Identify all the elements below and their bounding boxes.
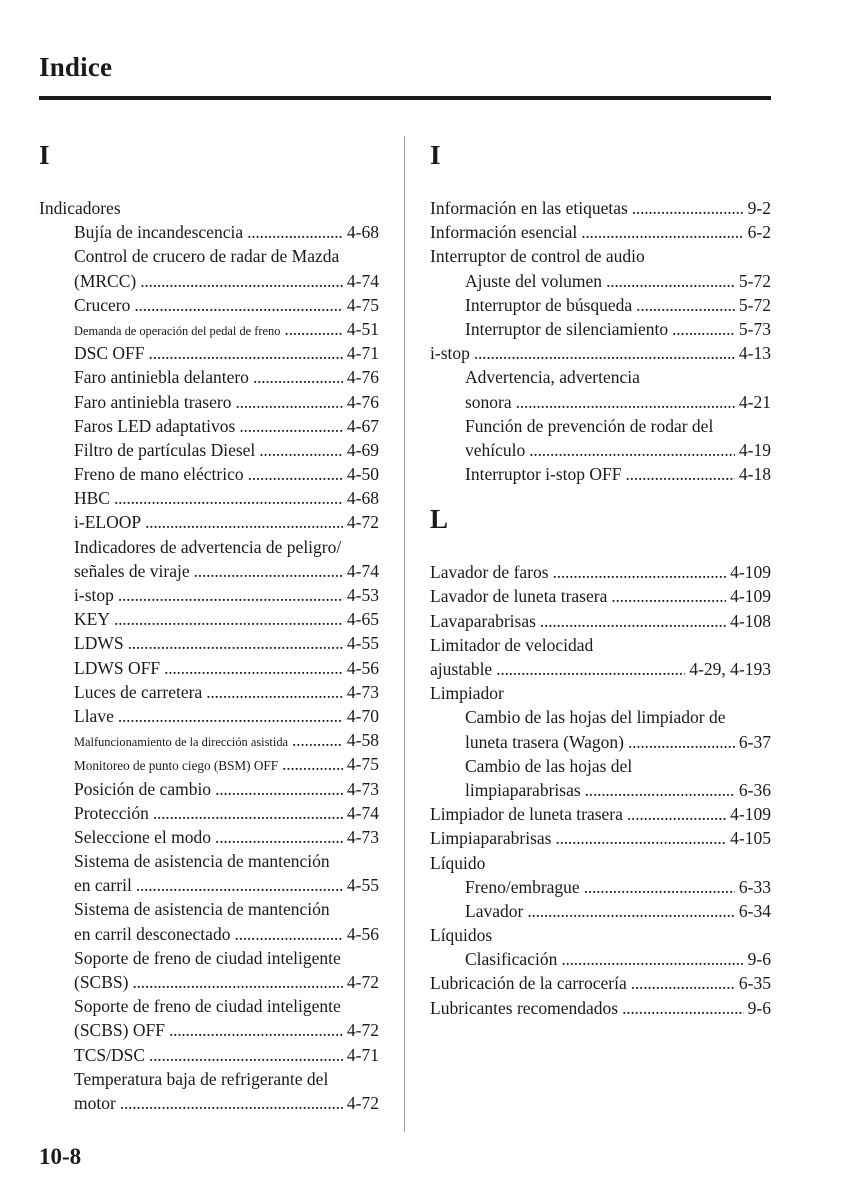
index-subentry <box>430 705 771 729</box>
index-entry <box>430 923 771 947</box>
entry-label: Faros LED adaptativos <box>74 415 236 436</box>
entry-label: Freno/embrague <box>465 876 580 897</box>
dot-leader <box>132 970 342 994</box>
index-subentry <box>39 728 379 752</box>
entry-page-ref: 4-73 <box>346 826 379 847</box>
index-subentry <box>430 778 771 802</box>
entry-label: Malfuncionamiento de la dirección asistida <box>74 735 289 750</box>
index-subentry <box>39 269 379 293</box>
dot-leader <box>145 510 343 534</box>
index-subentry <box>39 849 379 873</box>
entry-page-ref: 4-76 <box>346 367 379 388</box>
index-subentry <box>39 656 379 680</box>
entry-page-ref: 5-73 <box>738 318 771 339</box>
index-subentry <box>39 486 379 510</box>
index-subentry <box>39 535 379 559</box>
entry-page-ref: 5-72 <box>738 270 771 291</box>
index-subentry <box>430 365 771 389</box>
entry-label: Ajuste del volumen <box>465 270 603 291</box>
entry-label: Lavador de luneta trasera <box>430 586 608 607</box>
section-letter: I <box>39 140 50 170</box>
entry-label: Indicadores de advertencia de peligro/ <box>74 536 342 557</box>
index-subentry <box>39 220 379 244</box>
dot-leader <box>631 971 735 995</box>
entry-page-ref: 4-76 <box>346 391 379 412</box>
entry-page-ref: 4-51 <box>346 318 379 339</box>
dot-leader <box>632 196 744 220</box>
entry-page-ref: 4-55 <box>346 875 379 896</box>
entry-label: Limpiador de luneta trasera <box>430 804 623 825</box>
entry-page-ref: 4-21 <box>738 391 771 412</box>
entry-label: Indicadores <box>39 198 121 218</box>
entry-page-ref: 4-73 <box>346 778 379 799</box>
entry-label: Soporte de freno de ciudad inteligente <box>74 996 341 1017</box>
column-divider <box>404 136 405 1132</box>
entry-label: Cambio de las hojas del limpiador de <box>465 707 726 728</box>
index-subentry <box>39 994 379 1018</box>
title-rule <box>39 96 771 100</box>
entry-label: Información en las etiquetas <box>430 198 628 218</box>
index-subentry <box>39 801 379 825</box>
entry-label: Bujía de incandescencia <box>74 222 244 243</box>
index-subentry <box>430 899 771 923</box>
entry-label: Lavador de faros <box>430 562 549 583</box>
dot-leader <box>284 317 343 341</box>
entry-label: TCS/DSC <box>74 1044 145 1065</box>
dot-leader <box>527 899 735 923</box>
index-subentry <box>39 1018 379 1042</box>
index-subentry <box>39 922 379 946</box>
index-subentry <box>430 438 771 462</box>
dot-leader <box>153 801 343 825</box>
dot-leader <box>215 777 343 801</box>
entry-page-ref: 6-36 <box>738 779 771 800</box>
entry-page-ref: 4-13 <box>738 343 771 364</box>
entry-page-ref: 4-72 <box>346 1092 379 1113</box>
entry-label: Cambio de las hojas del <box>465 755 633 776</box>
entry-label: Soporte de freno de ciudad inteligente <box>74 947 341 968</box>
entry-page-ref: 4-71 <box>346 343 379 364</box>
dot-leader <box>622 996 744 1020</box>
entry-page-ref: 9-6 <box>747 997 771 1018</box>
dot-leader <box>585 778 735 802</box>
entry-page-ref: 4-58 <box>346 730 379 751</box>
entry-page-ref: 4-69 <box>346 439 379 460</box>
entry-page-ref: 4-65 <box>346 609 379 630</box>
index-subentry <box>39 317 379 341</box>
index-subentry <box>39 244 379 268</box>
entry-label: Posición de cambio <box>74 778 212 799</box>
index-subentry <box>39 1067 379 1091</box>
index-entry <box>430 971 771 995</box>
index-entry <box>430 196 771 220</box>
entry-page-ref: 4-71 <box>346 1044 379 1065</box>
entry-page-ref: 4-109 <box>730 586 771 607</box>
entry-label: Función de prevención de rodar del <box>465 415 714 436</box>
entry-label: Protección <box>74 802 149 823</box>
entry-label: Interruptor de silenciamiento <box>465 318 669 339</box>
entry-label: Lavador <box>465 900 524 921</box>
index-entry <box>430 851 771 875</box>
index-subentry <box>39 462 379 486</box>
dot-leader <box>164 656 343 680</box>
entry-page-ref: 4-109 <box>730 562 771 583</box>
index-subentry <box>430 947 771 971</box>
index-entry <box>430 560 771 584</box>
entry-label: Limpiaparabrisas <box>430 828 552 849</box>
index-subentry <box>39 752 379 776</box>
entry-label: Monitoreo de punto ciego (BSM) OFF <box>74 758 279 774</box>
index-subentry <box>39 631 379 655</box>
entry-page-ref: 6-35 <box>738 973 771 994</box>
entry-label: Freno de mano eléctrico <box>74 464 244 485</box>
entry-label: LDWS OFF <box>74 657 161 678</box>
page-title: Indice <box>39 52 113 82</box>
index-entry <box>39 196 379 220</box>
dot-leader <box>626 462 735 486</box>
entry-label: sonora <box>465 391 512 412</box>
dot-leader <box>128 631 343 655</box>
entry-page-ref: 4-75 <box>346 294 379 315</box>
entry-page-ref: 4-53 <box>346 585 379 605</box>
index-subentry <box>39 390 379 414</box>
dot-leader <box>134 293 343 317</box>
entry-label: Lubricantes recomendados <box>430 997 619 1018</box>
entry-page-ref: 4-72 <box>346 972 379 992</box>
index-subentry <box>39 293 379 317</box>
dot-leader <box>259 438 343 462</box>
dot-leader <box>234 922 342 946</box>
entry-label: luneta trasera (Wagon) <box>465 731 624 752</box>
index-subentry <box>39 680 379 704</box>
entry-label: Limitador de velocidad <box>430 634 594 655</box>
dot-leader <box>253 365 343 389</box>
dot-leader <box>206 680 343 704</box>
entry-label: Control de crucero de radar de Mazda <box>74 246 340 267</box>
dot-leader <box>540 609 726 633</box>
entry-page-ref: 4-72 <box>346 1020 379 1041</box>
entry-label: Filtro de partículas Diesel <box>74 439 256 460</box>
entry-label: i-stop <box>74 585 114 605</box>
dot-leader <box>120 1091 343 1115</box>
entry-page-ref: 4-74 <box>346 270 379 291</box>
entry-page-ref: 4-19 <box>738 439 771 460</box>
entry-page-ref: 4-55 <box>346 633 379 654</box>
entry-label: i-stop <box>430 343 470 364</box>
entry-label: (SCBS) OFF <box>74 1020 165 1041</box>
index-subentry <box>39 607 379 631</box>
index-entry <box>430 802 771 826</box>
dot-leader <box>529 438 735 462</box>
index-subentry <box>39 970 379 994</box>
dot-leader <box>149 1043 343 1067</box>
index-subentry <box>39 510 379 534</box>
dot-leader <box>611 584 726 608</box>
entry-label: vehículo <box>465 439 526 460</box>
dot-leader <box>292 728 343 752</box>
entry-page-ref: 4-68 <box>346 488 379 509</box>
entry-page-ref: 4-75 <box>346 754 379 775</box>
entry-page-ref: 4-18 <box>738 464 771 485</box>
entry-label: Sistema de asistencia de mantención <box>74 899 330 920</box>
entry-label: Luces de carretera <box>74 681 203 702</box>
entry-label: Faro antiniebla delantero <box>74 367 249 388</box>
index-entry <box>430 681 771 705</box>
entry-label: (MRCC) <box>74 270 137 291</box>
dot-leader <box>114 486 343 510</box>
index-entry <box>430 633 771 657</box>
dot-leader <box>474 341 735 365</box>
index-entry <box>430 826 771 850</box>
index-subentry <box>39 873 379 897</box>
entry-page-ref: 9-2 <box>747 198 771 218</box>
dot-leader <box>606 269 735 293</box>
index-subentry <box>430 875 771 899</box>
entry-label: LDWS <box>74 633 124 654</box>
entry-label: ajustable <box>430 659 493 679</box>
dot-leader <box>636 293 735 317</box>
dot-leader <box>118 583 343 607</box>
dot-leader <box>235 390 342 414</box>
entry-page-ref: 6-37 <box>738 731 771 752</box>
dot-leader <box>248 462 343 486</box>
dot-leader <box>584 875 735 899</box>
entry-label: limpiaparabrisas <box>465 779 581 800</box>
entry-label: señales de viraje <box>74 560 190 581</box>
entry-label: Interruptor i-stop OFF <box>465 464 622 485</box>
page-number: 10-8 <box>39 1144 82 1169</box>
dot-leader <box>628 730 735 754</box>
dot-leader <box>561 947 743 971</box>
dot-leader <box>149 341 343 365</box>
dot-leader <box>169 1018 343 1042</box>
entry-page-ref: 4-56 <box>346 657 379 678</box>
dot-leader <box>672 317 735 341</box>
entry-label: Seleccione el modo <box>74 826 212 847</box>
entry-label: Limpiador <box>430 683 504 704</box>
entry-label: Demanda de operación del pedal de freno <box>74 323 281 338</box>
index-entry <box>430 341 771 365</box>
entry-label: DSC OFF <box>74 343 145 364</box>
entry-page-ref: 4-70 <box>346 705 379 726</box>
entry-page-ref: 9-6 <box>747 949 771 970</box>
index-subentry <box>39 1091 379 1115</box>
entry-label: Líquido <box>430 852 486 873</box>
index-column-right <box>430 136 771 1020</box>
index-entry <box>430 996 771 1020</box>
entry-page-ref: 6-34 <box>738 900 771 921</box>
dot-leader <box>553 560 727 584</box>
dot-leader <box>114 607 343 631</box>
entry-label: en carril desconectado <box>74 923 231 944</box>
index-subentry <box>430 754 771 778</box>
entry-label: Lubricación de la carrocería <box>430 973 627 994</box>
entry-page-ref: 4-50 <box>346 464 379 485</box>
entry-label: Llave <box>74 705 114 726</box>
dot-leader <box>136 873 343 897</box>
entry-page-ref: 4-105 <box>730 828 771 849</box>
entry-label: HBC <box>74 488 110 509</box>
index-subentry <box>39 777 379 801</box>
index-entry <box>430 584 771 608</box>
entry-label: motor <box>74 1092 116 1113</box>
section-letter: I <box>430 140 441 170</box>
entry-page-ref: 4-74 <box>346 560 379 581</box>
section-letter: L <box>430 504 449 535</box>
entry-label: Crucero <box>74 294 131 315</box>
index-column-left <box>39 136 379 1115</box>
index-subentry <box>430 390 771 414</box>
entry-label: Información esencial <box>430 222 578 243</box>
index-subentry <box>39 438 379 462</box>
entry-label: Interruptor de control de audio <box>430 246 645 267</box>
dot-leader <box>118 704 343 728</box>
entry-page-ref: 6-33 <box>738 876 771 897</box>
dot-leader <box>496 657 685 681</box>
dot-leader <box>627 802 726 826</box>
dot-leader <box>239 414 343 438</box>
dot-leader <box>516 390 735 414</box>
index-subentry <box>39 341 379 365</box>
entry-label: Sistema de asistencia de mantención <box>74 851 330 872</box>
index-subentry <box>39 704 379 728</box>
entry-page-ref: 6-2 <box>747 222 771 243</box>
index-subentry <box>39 365 379 389</box>
entry-page-ref: 4-56 <box>346 923 379 944</box>
entry-label: Lavaparabrisas <box>430 610 536 631</box>
dot-leader <box>555 826 726 850</box>
entry-label: Clasificación <box>465 949 558 970</box>
dot-leader <box>581 220 743 244</box>
dot-leader <box>215 825 343 849</box>
index-entry <box>430 657 771 681</box>
index-subentry <box>430 293 771 317</box>
entry-label: KEY <box>74 609 110 630</box>
entry-page-ref: 4-109 <box>730 804 771 825</box>
entry-page-ref: 5-72 <box>738 294 771 315</box>
index-subentry <box>430 462 771 486</box>
entry-page-ref: 4-68 <box>346 222 379 243</box>
dot-leader <box>194 559 343 583</box>
entry-label: i-ELOOP <box>74 512 142 533</box>
entry-label: en carril <box>74 875 132 896</box>
index-subentry <box>39 825 379 849</box>
entry-label: (SCBS) <box>74 972 129 992</box>
entry-page-ref: 4-73 <box>346 681 379 702</box>
entry-label: Faro antiniebla trasero <box>74 391 232 412</box>
entry-label: Temperatura baja de refrigerante del <box>74 1068 329 1089</box>
index-subentry <box>39 897 379 921</box>
index-subentry <box>39 946 379 970</box>
index-entry <box>430 244 771 268</box>
entry-label: Líquidos <box>430 925 493 946</box>
dot-leader <box>282 752 343 776</box>
index-entry <box>430 220 771 244</box>
dot-leader <box>140 269 343 293</box>
entry-label: Advertencia, advertencia <box>465 367 640 388</box>
index-subentry <box>39 583 379 607</box>
dot-leader <box>247 220 343 244</box>
entry-page-ref: 4-108 <box>730 610 771 631</box>
index-subentry <box>430 317 771 341</box>
index-subentry <box>430 414 771 438</box>
index-entry <box>430 609 771 633</box>
index-subentry <box>39 1043 379 1067</box>
index-subentry <box>39 414 379 438</box>
entry-label: Interruptor de búsqueda <box>465 294 633 315</box>
index-subentry <box>430 269 771 293</box>
entry-page-ref: 4-67 <box>346 415 379 436</box>
index-subentry <box>39 559 379 583</box>
index-subentry <box>430 730 771 754</box>
entry-page-ref: 4-74 <box>346 802 379 823</box>
entry-page-ref: 4-72 <box>346 512 379 533</box>
entry-page-ref: 4-29, 4-193 <box>689 659 771 679</box>
